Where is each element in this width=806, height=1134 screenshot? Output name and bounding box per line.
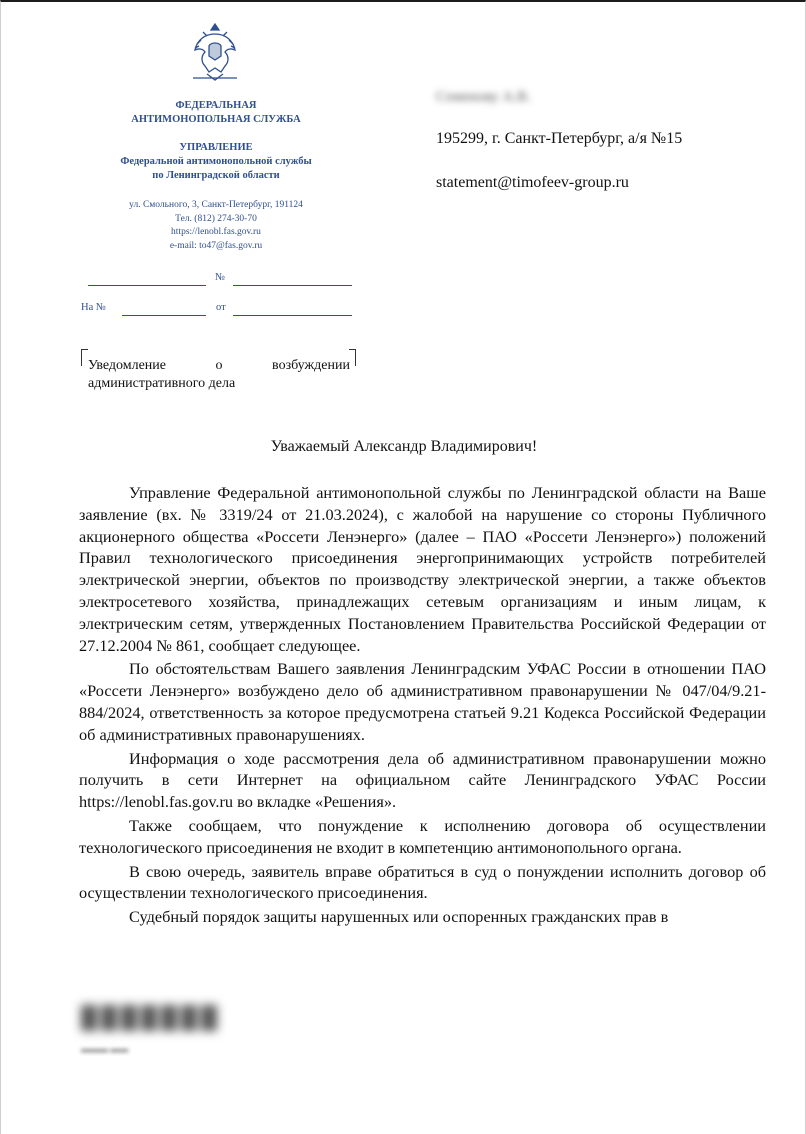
outgoing-number-line xyxy=(233,285,352,286)
outgoing-date-line xyxy=(88,285,206,286)
subject-bracket-left xyxy=(81,349,88,366)
recipient-name: Семенову А.В. xyxy=(436,89,531,105)
coat-of-arms-icon xyxy=(191,22,239,84)
subject-line-1: Уведомление о возбуждении xyxy=(88,358,350,373)
body-paragraph: Информация о ходе рассмотрения дела об административном правонарушении можно получить в сети Интернет на официальном сайте Ленинградского УФАС России https://lenobl.fas.gov.ru во вкладке «Решения». xyxy=(79,748,766,812)
org-name-line-1: ФЕДЕРАЛЬНАЯ xyxy=(175,100,257,111)
recipient-address: 195299, г. Санкт-Петербург, а/я №15 xyxy=(436,130,683,147)
body-paragraph: По обстоятельствам Вашего заявления Ленинградским УФАС России в отношении ПАО «Россети Ленэнерго» возбуждено дело об административном правонарушении № 047/04/9.21-884/2024, ответственность за которое предусмотрена статьей 9.21 Кодекса Российской Федерации об административных правонарушениях. xyxy=(79,659,766,744)
subject-line-2: административного дела xyxy=(88,376,236,391)
letter-body xyxy=(79,482,766,930)
email-text: e-mail: to47@fas.gov.ru xyxy=(169,240,263,251)
address-text: ул. Смольного, 3, Санкт-Петербург, 191124 xyxy=(129,200,303,210)
number-label: № xyxy=(215,272,226,283)
from-label: от xyxy=(216,302,226,313)
dept-line-3: по Ленинградской области xyxy=(152,170,280,181)
redacted-small-text: ▬▬▬ ▬▬ xyxy=(81,1044,129,1054)
subject-block xyxy=(88,357,350,393)
reference-number-line xyxy=(122,315,206,316)
salutation: Уважаемый Александр Владимирович! xyxy=(270,438,538,455)
dept-line-1: УПРАВЛЕНИЕ xyxy=(179,142,253,153)
reference-label: На № xyxy=(81,302,106,313)
org-header xyxy=(91,99,341,127)
dept-header xyxy=(91,141,341,183)
body-paragraph: Также сообщаем, что понуждение к исполнению договора об осуществлении технологического присоединения не входит в компетенцию антимонопольного органа. xyxy=(79,815,766,857)
org-name-line-2: АНТИМОНОПОЛЬНАЯ СЛУЖБА xyxy=(131,114,301,125)
website-text: https://lenobl.fas.gov.ru xyxy=(171,227,261,237)
redacted-signature xyxy=(81,1005,243,1037)
subject-bracket-right xyxy=(349,349,356,366)
reference-date-line xyxy=(233,315,352,316)
body-paragraph: Управление Федеральной антимонопольной службы по Ленинградской области на Ваше заявление (вх. № 3319/24 от 21.03.2024), с жалобой на нарушение со стороны Публичного акционерного общества «Россети Ленэнерго» (далее – ПАО «Россети Ленэнерго») положений Правил технологического присоединения энергопринимающих устройств потребителей электрической энергии, объектов по производству электрической энергии, а также объектов электросетевого хозяйства, принадлежащих сетевым организациям и иным лицам, к электрическим сетям, утвержденных Постановлением Правительства Российской Федерации от 27.12.2004 № 861, сообщает следующее. xyxy=(79,483,766,655)
recipient-email: statement@timofeev-group.ru xyxy=(436,174,629,191)
phone-text: Тел. (812) 274-30-70 xyxy=(175,213,257,224)
dept-line-2: Федеральной антимонопольной службы xyxy=(120,156,312,167)
body-paragraph: Судебный порядок защиты нарушенных или оспоренных гражданских прав в xyxy=(129,907,669,927)
body-paragraph: В свою очередь, заявитель вправе обратиться в суд о понуждении исполнить договор об осуществлении технологического присоединения. xyxy=(79,861,766,903)
contact-block xyxy=(91,199,341,253)
